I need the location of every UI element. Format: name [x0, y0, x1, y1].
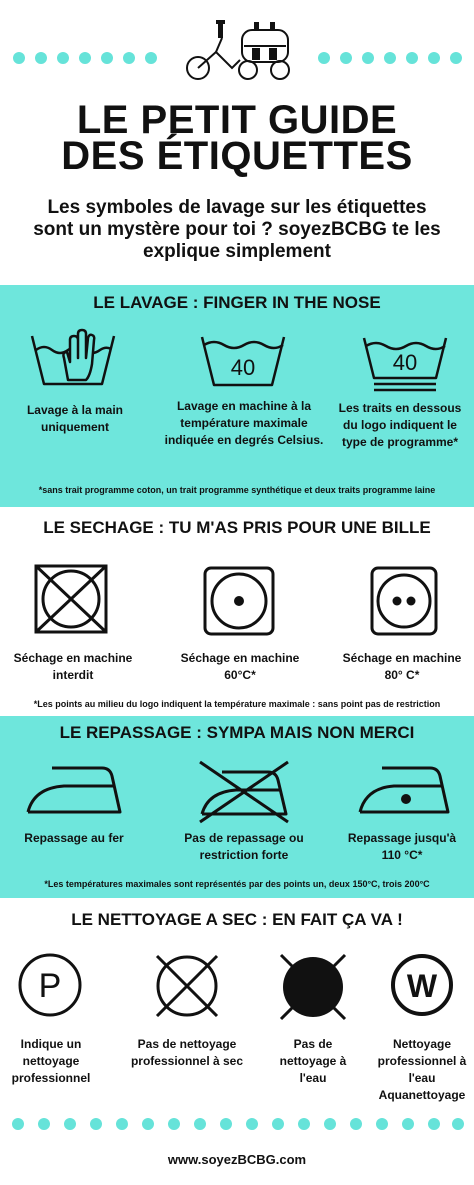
sechage-heading: LE SECHAGE : TU M'AS PRIS POUR UNE BILLE [43, 518, 431, 537]
tricycle-logo-icon [180, 16, 300, 82]
lavage-footnote: *sans trait programme coton, un trait programme synthétique et deux traits programme laine [38, 485, 436, 495]
machine-wash-40-icon [198, 333, 288, 388]
wet-clean-caption: Nettoyage professionnel à l'eau Aquanettoyage [377, 1037, 467, 1102]
nettoyage-heading: LE NETTOYAGE A SEC : EN FAIT ÇA VA ! [71, 910, 403, 929]
subtitle-line-1: Les symboles de lavage sur les étiquettes [47, 197, 427, 218]
no-dry-clean-caption: Pas de nettoyage professionnel à sec [130, 1037, 244, 1068]
sechage-footnote: *Les points au milieu du logo indiquent la température maximale : sans point pas de restriction [33, 699, 441, 709]
tumble-dry-two-dots-icon [370, 566, 438, 636]
no-iron-caption: Pas de repassage ou restriction forte [184, 831, 304, 862]
no-tumble-dry-icon [32, 564, 110, 634]
no-dry-clean-icon [153, 952, 221, 1020]
subtitle-line-3: explique simplement [143, 241, 331, 262]
machine-wash-40-two-bars-icon [360, 334, 450, 394]
no-tumble-dry-caption: Séchage en machine interdit [13, 651, 133, 682]
page-title-line-1: LE PETIT GUIDE [76, 98, 398, 142]
footer-url[interactable]: www.soyezBCBG.com [167, 1152, 307, 1167]
repassage-heading: LE REPASSAGE : SYMPA MAIS NON MERCI [59, 723, 415, 742]
wet-clean-letter: W [406, 968, 438, 1004]
bottom-dot-divider [0, 1117, 474, 1131]
lavage-heading: LE LAVAGE : FINGER IN THE NOSE [93, 293, 381, 312]
iron-icon [24, 758, 124, 816]
wash-temp-label: 40 [230, 355, 256, 380]
machine-wash-caption: Lavage en machine à la température maximale indiquée en degrés Celsius. [164, 399, 324, 447]
wash-bars-caption: Les traits en dessous du logo indiquent le type de programme* [338, 401, 462, 449]
repassage-footnote: *Les températures maximales sont représentés par des points un, deux 150°C, trois 200°C [44, 879, 430, 889]
iron-one-dot-icon [356, 758, 452, 816]
wash-temp-label: 40 [392, 350, 418, 375]
no-wet-clean-caption: Pas de nettoyage à l'eau [279, 1037, 347, 1085]
iron-caption: Repassage au fer [24, 831, 124, 845]
subtitle-line-2: sont un mystère pour toi ? soyezBCBG te les [33, 219, 441, 240]
tumble-dry-one-dot-icon [203, 566, 275, 636]
page-title-line-2: DES ÉTIQUETTES [61, 134, 413, 178]
hand-wash-caption: Lavage à la main uniquement [26, 403, 124, 434]
no-wet-clean-icon [278, 952, 348, 1022]
iron-110-caption: Repassage jusqu'à 110 °C* [347, 831, 457, 862]
lavage-section [0, 285, 474, 507]
dry-clean-letter: P [38, 967, 62, 1005]
hand-wash-icon [28, 328, 118, 388]
wet-clean-w-icon [389, 952, 455, 1018]
tumble-dry-60-caption: Séchage en machine 60°C* [180, 651, 300, 682]
dry-clean-caption: Indique un nettoyage professionnel [11, 1037, 91, 1085]
dry-clean-p-icon [17, 952, 83, 1018]
tumble-dry-80-caption: Séchage en machine 80° C* [342, 651, 462, 682]
no-iron-icon [196, 760, 292, 824]
